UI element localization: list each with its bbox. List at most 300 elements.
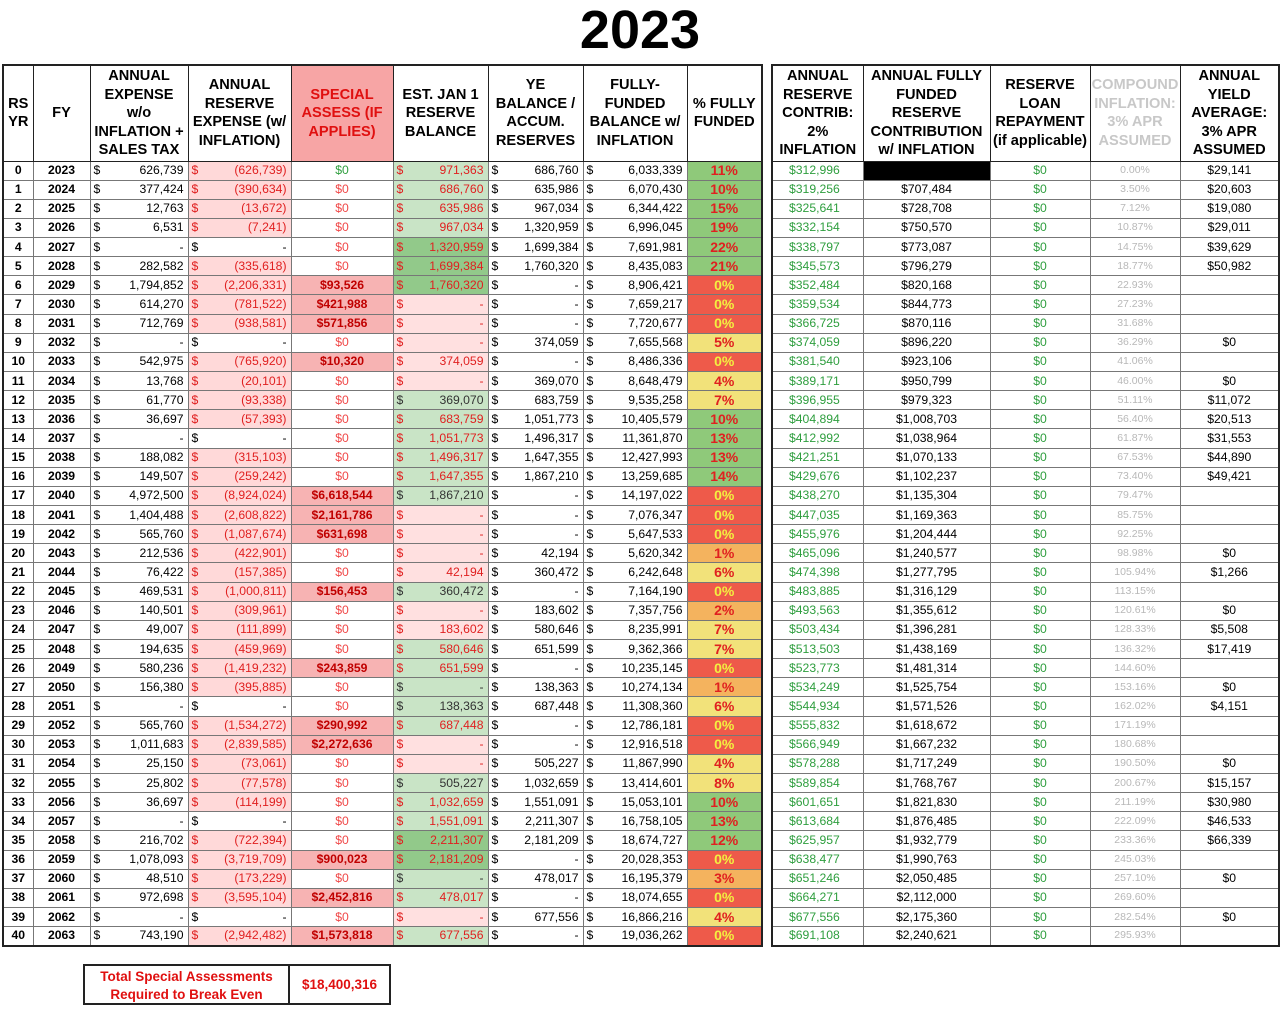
annual-expense-cell-value: 140,501 bbox=[139, 603, 184, 618]
reserve-expense-cell bbox=[188, 620, 291, 639]
ye-balance-cell bbox=[488, 448, 583, 467]
annual-expense-cell bbox=[90, 257, 188, 276]
reserve-expense-cell-value: (315,103) bbox=[234, 450, 287, 465]
annual-expense-cell-wrap bbox=[91, 927, 188, 944]
jan-balance-cell bbox=[393, 333, 488, 352]
currency-symbol: $ bbox=[191, 660, 199, 675]
fiscal-year-cell: 2025 bbox=[33, 199, 90, 218]
ye-balance-cell bbox=[488, 697, 583, 716]
jan-balance-cell-value: 1,647,355 bbox=[429, 469, 484, 484]
ye-balance-cell bbox=[488, 774, 583, 793]
rs-year-cell: 11 bbox=[3, 372, 33, 391]
fully-funded-contrib-cell: $1,135,304 bbox=[863, 486, 990, 505]
currency-symbol: $ bbox=[586, 335, 594, 350]
jan-balance-cell-wrap bbox=[394, 545, 488, 562]
annual-expense-cell-wrap bbox=[91, 258, 188, 275]
loan-repayment-cell: $0 bbox=[990, 257, 1090, 276]
ye-balance-cell bbox=[488, 544, 583, 563]
currency-symbol: $ bbox=[93, 392, 101, 407]
fully-funded-cell-wrap bbox=[584, 583, 687, 600]
annual-yield-cell bbox=[1180, 295, 1279, 314]
annual-yield-cell bbox=[1180, 659, 1279, 678]
fiscal-year-cell: 2044 bbox=[33, 563, 90, 582]
fully-funded-cell-value: 16,758,105 bbox=[621, 813, 683, 828]
currency-symbol: $ bbox=[93, 297, 101, 312]
table-row bbox=[772, 180, 1279, 199]
rs-year-cell: 28 bbox=[3, 697, 33, 716]
reserve-expense-cell-wrap bbox=[189, 564, 291, 581]
fully-funded-cell bbox=[583, 372, 687, 391]
jan-balance-cell-value: 1,051,773 bbox=[429, 431, 484, 446]
ye-balance-cell-wrap bbox=[489, 296, 583, 313]
special-assess-cell: $0 bbox=[291, 238, 393, 257]
fully-funded-contrib-cell: $1,102,237 bbox=[863, 467, 990, 486]
annual-expense-cell-value: 1,078,093 bbox=[129, 852, 184, 867]
reserve-expense-cell-wrap bbox=[189, 909, 291, 926]
reserve-expense-cell bbox=[188, 735, 291, 754]
fully-funded-cell-wrap bbox=[584, 181, 687, 198]
reserve-expense-cell bbox=[188, 831, 291, 850]
ye-balance-cell-wrap bbox=[489, 794, 583, 811]
jan-balance-cell-value: 2,211,307 bbox=[430, 832, 484, 847]
jan-balance-cell bbox=[393, 850, 488, 869]
table-row bbox=[772, 563, 1279, 582]
fully-funded-contrib-cell: $1,525,754 bbox=[863, 678, 990, 697]
currency-symbol: $ bbox=[93, 411, 101, 426]
table-row bbox=[772, 486, 1279, 505]
reserve-expense-cell-wrap bbox=[189, 239, 291, 256]
loan-repayment-cell: $0 bbox=[990, 563, 1090, 582]
fully-funded-cell-value: 6,344,422 bbox=[628, 201, 683, 216]
total-label: Total Special Assessments Required to Break Even bbox=[85, 966, 290, 1003]
compound-inflation-cell: 113.15% bbox=[1090, 582, 1180, 601]
jan-balance-cell-value: 1,320,959 bbox=[429, 239, 484, 254]
reserve-expense-cell bbox=[188, 506, 291, 525]
annual-yield-cell: $44,890 bbox=[1180, 448, 1279, 467]
jan-balance-cell bbox=[393, 391, 488, 410]
fully-funded-contrib-cell: $1,990,763 bbox=[863, 850, 990, 869]
fiscal-year-cell: 2050 bbox=[33, 678, 90, 697]
jan-balance-cell-wrap bbox=[394, 698, 488, 715]
annual-yield-cell: $0 bbox=[1180, 333, 1279, 352]
special-assess-cell: $0 bbox=[291, 391, 393, 410]
fully-funded-cell-value: 7,655,568 bbox=[628, 335, 683, 350]
fully-funded-cell-value: 7,164,190 bbox=[628, 584, 683, 599]
reserve-expense-cell-value: (2,206,331) bbox=[224, 277, 287, 292]
currency-symbol: $ bbox=[191, 545, 199, 560]
ye-balance-cell-value: - bbox=[574, 737, 579, 752]
annual-expense-cell-wrap bbox=[91, 775, 188, 792]
fully-funded-cell bbox=[583, 774, 687, 793]
rs-year-cell: 14 bbox=[3, 429, 33, 448]
jan-balance-cell-value: 635,986 bbox=[439, 201, 484, 216]
fully-funded-cell-wrap bbox=[584, 200, 687, 217]
currency-symbol: $ bbox=[93, 890, 101, 905]
jan-balance-cell-value: 1,551,091 bbox=[429, 813, 484, 828]
currency-symbol: $ bbox=[396, 584, 404, 599]
currency-symbol: $ bbox=[491, 450, 499, 465]
reserve-contrib-cell: $412,992 bbox=[772, 429, 863, 448]
pct-funded-cell: 5% bbox=[687, 333, 762, 352]
ye-balance-cell-value: 635,986 bbox=[534, 182, 579, 197]
rs-year-cell: 30 bbox=[3, 735, 33, 754]
jan-balance-cell bbox=[393, 218, 488, 237]
currency-symbol: $ bbox=[191, 277, 199, 292]
table-row bbox=[772, 295, 1279, 314]
jan-balance-cell bbox=[393, 888, 488, 907]
special-assess-cell: $156,453 bbox=[291, 582, 393, 601]
loan-repayment-cell: $0 bbox=[990, 391, 1090, 410]
currency-symbol: $ bbox=[93, 431, 101, 446]
annual-expense-cell-value: 542,975 bbox=[139, 354, 184, 369]
reserve-expense-cell bbox=[188, 774, 291, 793]
table-row bbox=[772, 869, 1279, 888]
annual-expense-cell bbox=[90, 774, 188, 793]
total-value: $18,400,316 bbox=[301, 977, 378, 992]
ye-balance-cell bbox=[488, 850, 583, 869]
currency-symbol: $ bbox=[191, 775, 199, 790]
currency-symbol: $ bbox=[491, 182, 499, 197]
currency-symbol: $ bbox=[491, 660, 499, 675]
currency-symbol: $ bbox=[491, 277, 499, 292]
currency-symbol: $ bbox=[93, 488, 101, 503]
ye-balance-cell-wrap bbox=[489, 258, 583, 275]
table-row bbox=[772, 544, 1279, 563]
loan-repayment-cell: $0 bbox=[990, 831, 1090, 850]
currency-symbol: $ bbox=[191, 928, 199, 943]
rs-year-cell: 18 bbox=[3, 506, 33, 525]
jan-balance-cell-value: - bbox=[479, 297, 484, 312]
fully-funded-contrib-cell: $1,038,964 bbox=[863, 429, 990, 448]
fully-funded-cell-value: 6,070,430 bbox=[628, 182, 683, 197]
ye-balance-cell-wrap bbox=[489, 775, 583, 792]
col-header-ye-balance: YE BALANCE / ACCUM. RESERVES bbox=[488, 65, 583, 161]
ye-balance-cell-wrap bbox=[489, 698, 583, 715]
fully-funded-cell-value: 13,414,601 bbox=[621, 775, 683, 790]
special-assess-cell: $0 bbox=[291, 199, 393, 218]
annual-expense-cell-wrap bbox=[91, 411, 188, 428]
reserve-contrib-cell: $319,256 bbox=[772, 180, 863, 199]
jan-balance-cell-wrap bbox=[394, 736, 488, 753]
annual-expense-cell bbox=[90, 352, 188, 371]
jan-balance-cell-wrap bbox=[394, 813, 488, 830]
annual-expense-cell-wrap bbox=[91, 698, 188, 715]
fully-funded-contrib-cell: $870,116 bbox=[863, 314, 990, 333]
reserve-expense-cell bbox=[188, 314, 291, 333]
table-row bbox=[772, 774, 1279, 793]
fiscal-year-cell: 2028 bbox=[33, 257, 90, 276]
annual-yield-cell bbox=[1180, 276, 1279, 295]
currency-symbol: $ bbox=[491, 565, 499, 580]
currency-symbol: $ bbox=[93, 737, 101, 752]
fiscal-year-cell: 2035 bbox=[33, 391, 90, 410]
annual-yield-cell: $50,982 bbox=[1180, 257, 1279, 276]
ye-balance-cell-wrap bbox=[489, 526, 583, 543]
fully-funded-cell-value: 12,427,993 bbox=[621, 450, 683, 465]
special-assess-cell: $0 bbox=[291, 333, 393, 352]
reserve-expense-cell bbox=[188, 257, 291, 276]
reserve-expense-cell-wrap bbox=[189, 775, 291, 792]
fiscal-year-cell: 2060 bbox=[33, 869, 90, 888]
col-header-reserve-contrib: ANNUAL RESERVE CONTRIB: 2% INFLATION bbox=[772, 65, 863, 161]
pct-funded-cell: 2% bbox=[687, 601, 762, 620]
jan-balance-cell-wrap bbox=[394, 889, 488, 906]
fully-funded-cell-value: 18,074,655 bbox=[621, 890, 683, 905]
table-row bbox=[772, 161, 1279, 180]
special-assess-cell: $0 bbox=[291, 410, 393, 429]
ye-balance-cell-wrap bbox=[489, 507, 583, 524]
currency-symbol: $ bbox=[491, 220, 499, 235]
ye-balance-cell-wrap bbox=[489, 334, 583, 351]
jan-balance-cell bbox=[393, 238, 488, 257]
loan-repayment-cell: $0 bbox=[990, 295, 1090, 314]
reserve-expense-cell-value: (13,672) bbox=[241, 201, 287, 216]
fully-funded-cell-value: 7,357,756 bbox=[628, 603, 683, 618]
fiscal-year-cell: 2034 bbox=[33, 372, 90, 391]
annual-expense-cell-value: 580,236 bbox=[139, 660, 184, 675]
compound-inflation-cell: 180.68% bbox=[1090, 735, 1180, 754]
col-header-pct-funded: % FULLY FUNDED bbox=[687, 65, 762, 161]
compound-inflation-cell: 73.40% bbox=[1090, 467, 1180, 486]
special-assess-cell: $0 bbox=[291, 640, 393, 659]
currency-symbol: $ bbox=[93, 756, 101, 771]
reserve-contrib-cell: $325,641 bbox=[772, 199, 863, 218]
pct-funded-cell: 4% bbox=[687, 372, 762, 391]
pct-funded-cell: 0% bbox=[687, 888, 762, 907]
ye-balance-cell-wrap bbox=[489, 909, 583, 926]
reserve-expense-cell-wrap bbox=[189, 602, 291, 619]
currency-symbol: $ bbox=[191, 450, 199, 465]
annual-expense-cell bbox=[90, 391, 188, 410]
fully-funded-cell-wrap bbox=[584, 736, 687, 753]
jan-balance-cell-wrap bbox=[394, 200, 488, 217]
rs-year-cell: 34 bbox=[3, 812, 33, 831]
reserve-expense-cell bbox=[188, 678, 291, 697]
ye-balance-cell bbox=[488, 659, 583, 678]
fully-funded-cell-wrap bbox=[584, 755, 687, 772]
rs-year-cell: 35 bbox=[3, 831, 33, 850]
currency-symbol: $ bbox=[191, 488, 199, 503]
annual-yield-cell: $30,980 bbox=[1180, 793, 1279, 812]
reserve-expense-cell-wrap bbox=[189, 660, 291, 677]
currency-symbol: $ bbox=[491, 507, 499, 522]
reserve-contrib-cell: $366,725 bbox=[772, 314, 863, 333]
jan-balance-cell-value: - bbox=[479, 545, 484, 560]
reserve-expense-cell-wrap bbox=[189, 449, 291, 466]
reserve-expense-cell-wrap bbox=[189, 927, 291, 944]
fully-funded-cell-wrap bbox=[584, 258, 687, 275]
reserve-expense-cell bbox=[188, 927, 291, 946]
jan-balance-cell bbox=[393, 467, 488, 486]
annual-expense-cell-wrap bbox=[91, 181, 188, 198]
rs-year-cell: 39 bbox=[3, 907, 33, 926]
reserve-contrib-cell: $312,996 bbox=[772, 161, 863, 180]
ye-balance-cell bbox=[488, 467, 583, 486]
fully-funded-cell bbox=[583, 754, 687, 773]
currency-symbol: $ bbox=[191, 699, 199, 713]
jan-balance-cell bbox=[393, 352, 488, 371]
annual-yield-cell: $19,080 bbox=[1180, 199, 1279, 218]
fully-funded-cell-value: 6,033,339 bbox=[628, 163, 683, 178]
currency-symbol: $ bbox=[396, 603, 404, 618]
compound-inflation-cell: 200.67% bbox=[1090, 774, 1180, 793]
fully-funded-cell-value: 18,674,727 bbox=[621, 832, 683, 847]
special-assess-cell: $243,859 bbox=[291, 659, 393, 678]
jan-balance-cell bbox=[393, 640, 488, 659]
pct-funded-cell: 0% bbox=[687, 927, 762, 946]
rs-year-cell: 15 bbox=[3, 448, 33, 467]
ye-balance-cell bbox=[488, 869, 583, 888]
special-assess-cell: $631,698 bbox=[291, 525, 393, 544]
annual-expense-cell bbox=[90, 601, 188, 620]
fully-funded-cell bbox=[583, 199, 687, 218]
jan-balance-cell bbox=[393, 180, 488, 199]
ye-balance-cell-wrap bbox=[489, 277, 583, 294]
currency-symbol: $ bbox=[191, 411, 199, 426]
annual-yield-cell: $1,266 bbox=[1180, 563, 1279, 582]
fully-funded-cell-value: 7,691,981 bbox=[628, 239, 683, 254]
currency-symbol: $ bbox=[586, 431, 594, 446]
fully-funded-cell-wrap bbox=[584, 641, 687, 658]
annual-expense-cell-value: 212,536 bbox=[139, 545, 184, 560]
fully-funded-cell-wrap bbox=[584, 621, 687, 638]
table-row bbox=[772, 218, 1279, 237]
ye-balance-cell-wrap bbox=[489, 392, 583, 409]
fully-funded-cell bbox=[583, 678, 687, 697]
annual-expense-cell bbox=[90, 276, 188, 295]
reserve-contrib-cell: $338,797 bbox=[772, 238, 863, 257]
ye-balance-cell-wrap bbox=[489, 353, 583, 370]
currency-symbol: $ bbox=[586, 603, 594, 618]
table-row bbox=[3, 218, 762, 237]
fully-funded-cell bbox=[583, 659, 687, 678]
table-row bbox=[772, 888, 1279, 907]
currency-symbol: $ bbox=[191, 297, 199, 312]
reserve-expense-cell-value: (173,229) bbox=[234, 871, 287, 886]
currency-symbol: $ bbox=[396, 660, 404, 675]
jan-balance-cell-value: 686,760 bbox=[439, 182, 484, 197]
ye-balance-cell-wrap bbox=[489, 239, 583, 256]
annual-expense-cell-wrap bbox=[91, 449, 188, 466]
table-row bbox=[772, 927, 1279, 946]
rs-year-cell: 23 bbox=[3, 601, 33, 620]
ye-balance-cell-wrap bbox=[489, 430, 583, 447]
table-row bbox=[772, 525, 1279, 544]
jan-balance-cell-value: - bbox=[479, 871, 484, 886]
currency-symbol: $ bbox=[191, 813, 199, 828]
fully-funded-contrib-cell: $923,106 bbox=[863, 352, 990, 371]
table-row bbox=[3, 238, 762, 257]
fully-funded-cell-value: 8,486,336 bbox=[628, 354, 683, 369]
currency-symbol: $ bbox=[191, 909, 199, 924]
annual-expense-cell bbox=[90, 754, 188, 773]
currency-symbol: $ bbox=[191, 794, 199, 809]
currency-symbol: $ bbox=[93, 603, 101, 618]
fiscal-year-cell: 2045 bbox=[33, 582, 90, 601]
loan-repayment-cell: $0 bbox=[990, 774, 1090, 793]
fully-funded-contrib-cell: $896,220 bbox=[863, 333, 990, 352]
compound-inflation-cell: 31.68% bbox=[1090, 314, 1180, 333]
compound-inflation-cell: 211.19% bbox=[1090, 793, 1180, 812]
reserve-contrib-cell: $455,976 bbox=[772, 525, 863, 544]
fully-funded-cell-wrap bbox=[584, 315, 687, 332]
loan-repayment-cell: $0 bbox=[990, 506, 1090, 525]
fiscal-year-cell: 2053 bbox=[33, 735, 90, 754]
table-row bbox=[772, 352, 1279, 371]
jan-balance-cell-value: 967,034 bbox=[439, 220, 484, 235]
ye-balance-cell-wrap bbox=[489, 717, 583, 734]
loan-repayment-cell: $0 bbox=[990, 678, 1090, 697]
table-row bbox=[3, 410, 762, 429]
reserve-contrib-cell: $359,534 bbox=[772, 295, 863, 314]
reserve-contrib-cell: $601,651 bbox=[772, 793, 863, 812]
fully-funded-cell-wrap bbox=[584, 334, 687, 351]
reserve-expense-cell-wrap bbox=[189, 181, 291, 198]
rs-year-cell: 27 bbox=[3, 678, 33, 697]
fiscal-year-cell: 2051 bbox=[33, 697, 90, 716]
fully-funded-cell-wrap bbox=[584, 775, 687, 792]
jan-balance-cell bbox=[393, 831, 488, 850]
annual-expense-cell-wrap bbox=[91, 468, 188, 485]
pct-funded-cell: 0% bbox=[687, 314, 762, 333]
jan-balance-cell-wrap bbox=[394, 641, 488, 658]
table-row bbox=[772, 716, 1279, 735]
fully-funded-cell bbox=[583, 525, 687, 544]
annual-yield-cell bbox=[1180, 888, 1279, 907]
ye-balance-cell-value: - bbox=[574, 316, 579, 331]
jan-balance-cell-value: 1,760,320 bbox=[429, 277, 484, 292]
compound-inflation-cell: 128.33% bbox=[1090, 620, 1180, 639]
fully-funded-cell-value: 5,620,342 bbox=[628, 545, 683, 560]
jan-balance-cell-wrap bbox=[394, 832, 488, 849]
annual-expense-cell bbox=[90, 678, 188, 697]
annual-expense-cell-wrap bbox=[91, 373, 188, 390]
jan-balance-cell-wrap bbox=[394, 162, 488, 179]
currency-symbol: $ bbox=[93, 852, 101, 867]
compound-inflation-cell: 233.36% bbox=[1090, 831, 1180, 850]
annual-expense-cell-value: 282,582 bbox=[139, 258, 184, 273]
annual-expense-cell bbox=[90, 640, 188, 659]
currency-symbol: $ bbox=[396, 392, 404, 407]
jan-balance-cell-wrap bbox=[394, 602, 488, 619]
table-row bbox=[3, 448, 762, 467]
reserve-expense-cell bbox=[188, 888, 291, 907]
table-row bbox=[3, 888, 762, 907]
annual-expense-cell-value: 188,082 bbox=[139, 450, 184, 465]
loan-repayment-cell: $0 bbox=[990, 448, 1090, 467]
special-assess-cell: $6,618,544 bbox=[291, 486, 393, 505]
ye-balance-cell-value: - bbox=[574, 890, 579, 905]
jan-balance-cell-wrap bbox=[394, 373, 488, 390]
fiscal-year-cell: 2036 bbox=[33, 410, 90, 429]
currency-symbol: $ bbox=[491, 679, 499, 694]
annual-expense-cell-wrap bbox=[91, 870, 188, 887]
currency-symbol: $ bbox=[586, 469, 594, 484]
reserve-contrib-cell: $381,540 bbox=[772, 352, 863, 371]
table-row bbox=[772, 372, 1279, 391]
ye-balance-cell-wrap bbox=[489, 927, 583, 944]
loan-repayment-cell: $0 bbox=[990, 620, 1090, 639]
jan-balance-cell-value: 971,363 bbox=[439, 163, 484, 178]
fully-funded-cell bbox=[583, 620, 687, 639]
currency-symbol: $ bbox=[93, 469, 101, 484]
reserve-expense-cell-value: (765,920) bbox=[234, 354, 287, 369]
fully-funded-cell-value: 5,647,533 bbox=[628, 526, 683, 541]
reserve-expense-cell-wrap bbox=[189, 583, 291, 600]
fully-funded-cell bbox=[583, 716, 687, 735]
annual-expense-cell-value: 36,697 bbox=[146, 794, 184, 809]
jan-balance-cell-wrap bbox=[394, 315, 488, 332]
